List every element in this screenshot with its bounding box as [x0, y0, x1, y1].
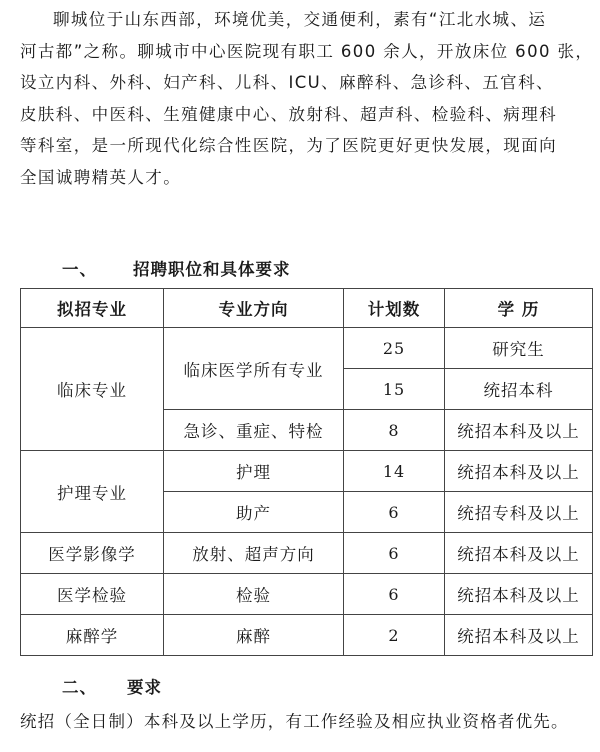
major-cell: 临床专业 [21, 328, 164, 451]
education-cell: 统招本科及以上 [445, 615, 593, 656]
direction-cell: 护理 [164, 451, 344, 492]
intro-line: 等科室，是一所现代化综合性医院，为了医院更好更快发展，现面向 [20, 136, 557, 155]
education-cell: 统招本科及以上 [445, 574, 593, 615]
table-header-row [21, 289, 593, 328]
header-count: 计划数 [344, 289, 445, 328]
major-cell: 医学检验 [21, 574, 164, 615]
intro-line: 河古都”之称。聊城市中心医院现有职工 600 余人，开放床位 600 张， [20, 41, 594, 61]
education-cell: 统招本科及以上 [445, 533, 593, 574]
header-education: 学 历 [445, 289, 593, 328]
major-cell: 护理专业 [21, 451, 164, 533]
education-cell: 统招本科及以上 [445, 410, 593, 451]
education-cell: 统招专科及以上 [445, 492, 593, 533]
section-heading-positions [62, 256, 291, 280]
count-cell: 25 [344, 328, 445, 369]
education-cell: 统招本科及以上 [445, 451, 593, 492]
count-cell: 14 [344, 451, 445, 492]
direction-cell: 检验 [164, 574, 344, 615]
requirement-text: 统招（全日制）本科及以上学历，有工作经验及相应执业资格者优先。 [20, 712, 569, 731]
direction-cell: 临床医学所有专业 [164, 328, 344, 410]
table-row [21, 574, 593, 615]
header-major: 拟招专业 [21, 289, 164, 328]
education-cell: 研究生 [445, 328, 593, 369]
intro-line: 皮肤科、中医科、生殖健康中心、放射科、超声科、检验科、病理科 [20, 104, 557, 124]
table-row [21, 615, 593, 656]
count-cell: 2 [344, 615, 445, 656]
table-row [21, 533, 593, 574]
intro-paragraph [20, 4, 592, 193]
section-title: 要求 [127, 678, 162, 697]
education-cell: 统招本科 [445, 369, 593, 410]
table-row [21, 328, 593, 369]
header-direction: 专业方向 [164, 289, 344, 328]
count-cell: 8 [344, 410, 445, 451]
direction-cell: 放射、超声方向 [164, 533, 344, 574]
major-cell: 麻醉学 [21, 615, 164, 656]
section-number: 一、 [62, 260, 97, 279]
intro-line: 全国诚聘精英人才。 [20, 167, 182, 187]
major-cell: 医学影像学 [21, 533, 164, 574]
section-heading-requirements [62, 674, 162, 698]
recruitment-table [20, 288, 593, 656]
direction-cell: 麻醉 [164, 615, 344, 656]
count-cell: 6 [344, 533, 445, 574]
table-row [21, 451, 593, 492]
count-cell: 6 [344, 492, 445, 533]
intro-line: 设立内科、外科、妇产科、儿科、ICU、麻醉科、急诊科、五官科、 [20, 73, 554, 92]
count-cell: 6 [344, 574, 445, 615]
count-cell: 15 [344, 369, 445, 410]
section-title: 招聘职位和具体要求 [133, 260, 291, 279]
direction-cell: 助产 [164, 492, 344, 533]
section-number: 二、 [62, 678, 97, 697]
direction-cell: 急诊、重症、特检 [164, 410, 344, 451]
intro-line: 聊城位于山东西部，环境优美，交通便利，素有“江北水城、运 [53, 10, 547, 29]
